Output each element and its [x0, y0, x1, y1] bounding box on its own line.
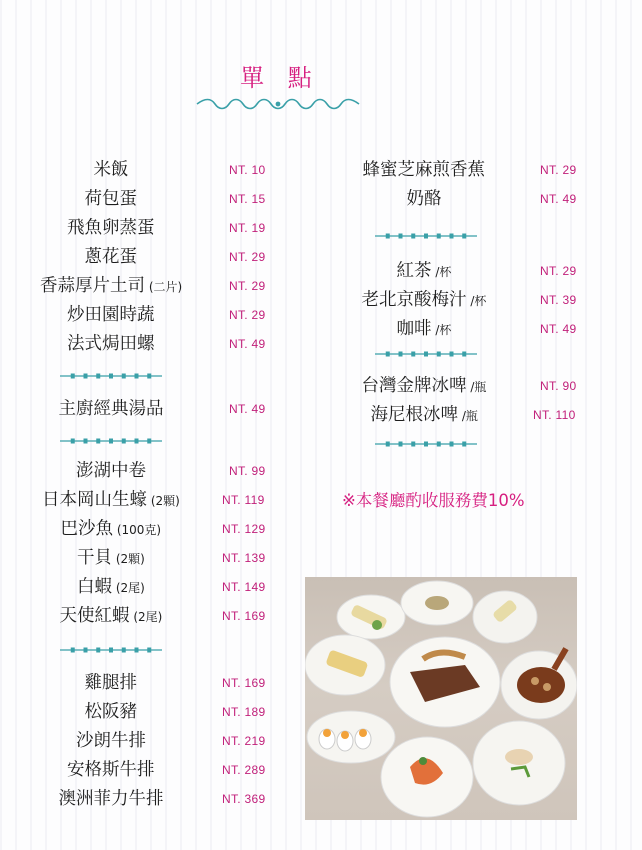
dish-portion-note: (2尾) [129, 610, 163, 624]
dish-name: 荷包蛋 [84, 189, 137, 209]
dish-price: NT. 129 [222, 522, 266, 536]
dish-price: NT. 39 [540, 293, 577, 307]
menu-item-name [85, 698, 138, 726]
dish-name: 蔥花蛋 [84, 247, 137, 267]
section-divider [375, 232, 477, 240]
menu-item-name [67, 301, 155, 329]
dish-name: 飛魚卵蒸蛋 [67, 218, 155, 238]
menu-item-name [362, 372, 487, 400]
dish-price: NT. 99 [229, 464, 266, 478]
dish-name: 澳洲菲力牛排 [58, 789, 164, 809]
dish-name: 沙朗牛排 [76, 731, 146, 751]
dish-name: 海尼根冰啤 [370, 405, 458, 425]
dish-price: NT. 29 [229, 279, 266, 293]
section-divider [375, 350, 477, 358]
dish-price: NT. 15 [229, 192, 266, 206]
section-divider [60, 437, 162, 445]
menu-item-name [371, 401, 478, 429]
menu-item-name [76, 457, 146, 485]
dish-portion-note: /瓶 [458, 409, 478, 423]
section-divider [60, 372, 162, 380]
menu-item-name [397, 257, 452, 285]
dish-name: 米飯 [93, 160, 129, 180]
dish-price: NT. 119 [222, 493, 265, 507]
dish-name: 奶酪 [406, 189, 442, 209]
dish-portion-note: /杯 [431, 265, 452, 279]
dish-name: 澎湖中卷 [76, 461, 146, 481]
menu-item-name [60, 602, 163, 630]
menu-item-name [61, 515, 162, 543]
dish-price: NT. 110 [533, 408, 576, 422]
dish-name: 蜂蜜芝麻煎香蕉 [362, 160, 485, 180]
dish-price: NT. 29 [229, 250, 266, 264]
menu-item-name [77, 573, 145, 601]
dish-portion-note: /杯 [466, 294, 487, 308]
dish-portion-note: (2顆) [112, 552, 145, 566]
menu-item-name [85, 185, 138, 213]
dish-price: NT. 29 [540, 163, 577, 177]
dish-price: NT. 29 [540, 264, 577, 278]
menu-item-name [407, 185, 442, 213]
dish-name: 巴沙魚 [60, 519, 113, 539]
dish-name: 安格斯牛排 [67, 760, 155, 780]
dish-price: NT. 149 [222, 580, 266, 594]
menu-item-name [67, 214, 155, 242]
menu-item-name [59, 785, 164, 813]
dish-name: 咖啡 [396, 319, 432, 339]
dish-price: NT. 139 [222, 551, 266, 565]
dish-portion-note: (100克) [113, 523, 162, 537]
dish-name: 松阪豬 [84, 702, 137, 722]
dish-price: NT. 90 [540, 379, 577, 393]
menu-item-name [363, 156, 486, 184]
dish-price: NT. 29 [229, 308, 266, 322]
menu-item-name [42, 486, 180, 514]
dish-price: NT. 189 [222, 705, 266, 719]
dish-name: 台灣金牌冰啤 [361, 376, 467, 396]
dish-price: NT. 169 [222, 609, 266, 623]
dish-price: NT. 289 [222, 763, 266, 777]
section-divider [375, 440, 477, 448]
menu-item-name [67, 330, 155, 358]
dish-name: 白蝦 [77, 577, 112, 597]
dish-price: NT. 169 [222, 676, 266, 690]
dish-portion-note: (二片) [145, 280, 183, 294]
title-ornament [195, 97, 361, 111]
dish-name: 主廚經典湯品 [58, 399, 164, 419]
dish-name: 老北京酸梅汁 [361, 290, 467, 310]
dish-price: NT. 49 [540, 192, 577, 206]
dish-price: NT. 49 [229, 402, 266, 416]
menu-item-name [59, 395, 164, 423]
dish-name: 天使紅蝦 [59, 606, 130, 626]
dish-name: 紅茶 [396, 261, 432, 281]
menu-item-name [40, 272, 182, 300]
menu-item-name [85, 243, 138, 271]
dish-name: 日本岡山生蠔 [42, 490, 147, 510]
food-photo [305, 577, 577, 820]
menu-item-name [397, 315, 452, 343]
dish-portion-note: (2顆) [147, 494, 180, 508]
dish-name: 干貝 [77, 548, 112, 568]
dish-name: 炒田園時蔬 [67, 305, 155, 325]
dish-price: NT. 369 [222, 792, 266, 806]
menu-item-name [67, 756, 155, 784]
dish-price: NT. 49 [229, 337, 266, 351]
menu-item-name [76, 727, 146, 755]
dish-name: 法式焗田螺 [67, 334, 155, 354]
section-divider [60, 646, 162, 654]
dish-price: NT. 49 [540, 322, 577, 336]
dish-portion-note: /杯 [431, 323, 452, 337]
menu-item-name [94, 156, 129, 184]
dish-price: NT. 219 [222, 734, 266, 748]
page-title: 單 點 [240, 64, 320, 92]
dish-price: NT. 19 [229, 221, 266, 235]
menu-item-name [362, 286, 487, 314]
dish-portion-note: (2尾) [112, 581, 145, 595]
menu-item-name [77, 544, 145, 572]
dish-name: 香蒜厚片土司 [40, 276, 145, 296]
dish-price: NT. 10 [229, 163, 266, 177]
service-charge-notice: ※本餐廳酌收服務費10% [342, 491, 525, 510]
dish-name: 雞腿排 [84, 673, 137, 693]
dish-portion-note: /瓶 [466, 380, 487, 394]
menu-item-name [85, 669, 138, 697]
